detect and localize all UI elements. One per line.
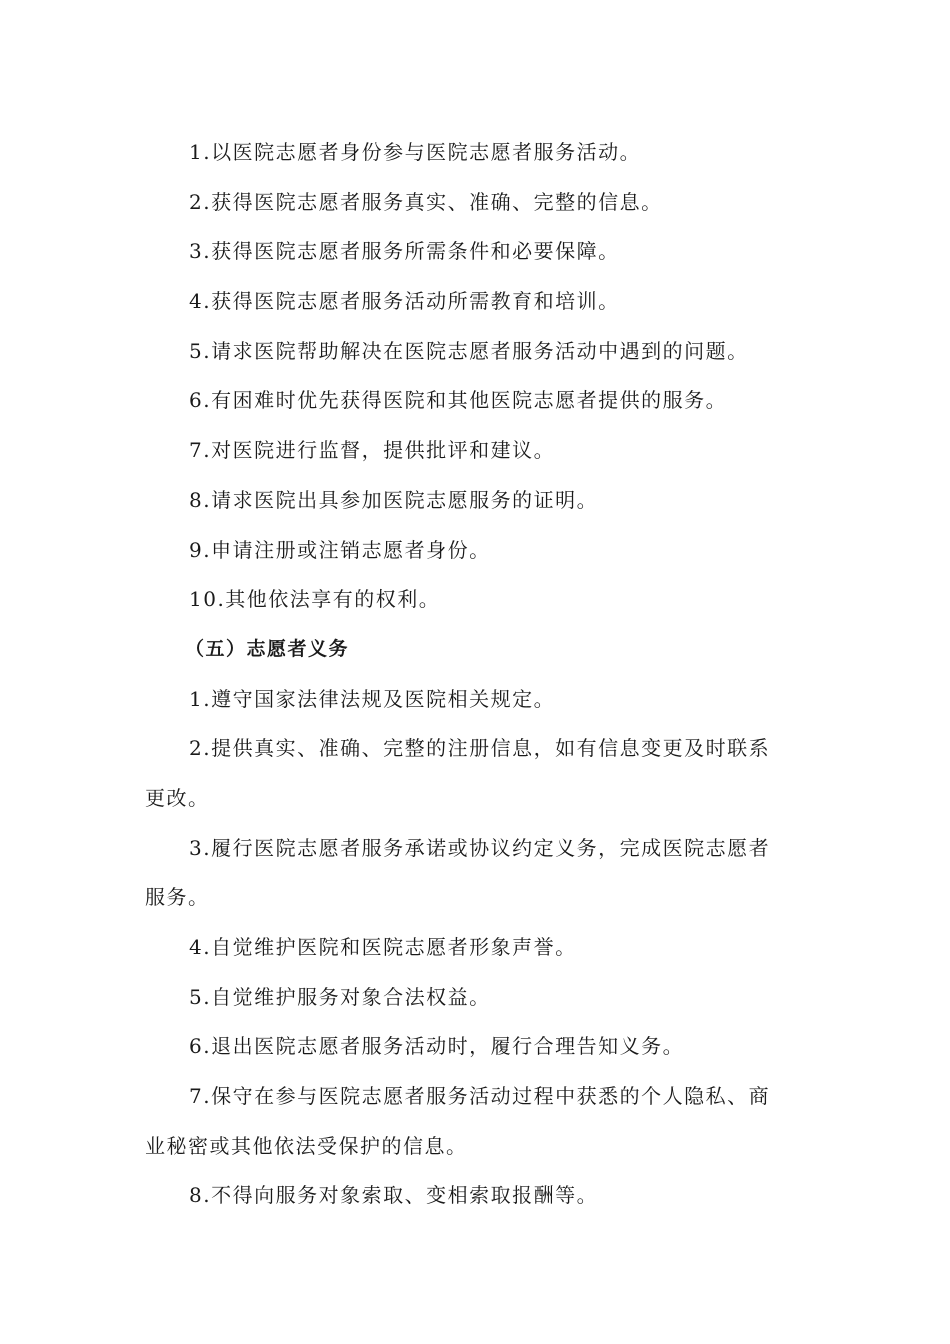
rights-item-5: 5.请求医院帮助解决在医院志愿者服务活动中遇到的问题。 [189, 338, 749, 363]
duties-item-4: 4.自觉维护医院和医院志愿者形象声誉。 [189, 935, 577, 959]
duties-item-1: 1.遵守国家法律法规及医院相关规定。 [189, 686, 556, 711]
rights-item-6: 6.有困难时优先获得医院和其他医院志愿者提供的服务。 [189, 388, 728, 413]
rights-item-1: 1.以医院志愿者身份参与医院志愿者服务活动。 [189, 140, 642, 164]
duties-item-2-line-2: 更改。 [145, 785, 210, 810]
rights-item-10: 10.其他依法享有的权利。 [189, 587, 441, 612]
rights-item-2: 2.获得医院志愿者服务真实、准确、完整的信息。 [189, 189, 663, 214]
rights-item-3: 3.获得医院志愿者服务所需条件和必要保障。 [189, 239, 620, 264]
duties-item-7-line-1: 7.保守在参与医院志愿者服务活动过程中获悉的个人隐私、商 [189, 1084, 771, 1109]
rights-item-8: 8.请求医院出具参加医院志愿服务的证明。 [189, 487, 599, 512]
duties-item-5: 5.自觉维护服务对象合法权益。 [189, 984, 491, 1009]
duties-item-2-line-1: 2.提供真实、准确、完整的注册信息，如有信息变更及时联系 [189, 736, 771, 761]
duties-item-6: 6.退出医院志愿者服务活动时，履行合理告知义务。 [189, 1034, 685, 1059]
document-body [145, 128, 805, 1221]
rights-item-4: 4.获得医院志愿者服务活动所需教育和培训。 [189, 289, 620, 314]
duties-item-3-line-2: 服务。 [145, 885, 210, 910]
rights-item-7: 7.对医院进行监督，提供批评和建议。 [189, 438, 556, 463]
duties-item-8: 8.不得向服务对象索取、变相索取报酬等。 [189, 1183, 599, 1208]
duties-item-3-line-1: 3.履行医院志愿者服务承诺或协议约定义务，完成医院志愿者 [189, 835, 771, 860]
duties-heading: （五）志愿者义务 [185, 637, 350, 660]
duties-item-7-line-2: 业秘密或其他依法受保护的信息。 [145, 1133, 468, 1158]
rights-item-9: 9.申请注册或注销志愿者身份。 [189, 537, 491, 562]
